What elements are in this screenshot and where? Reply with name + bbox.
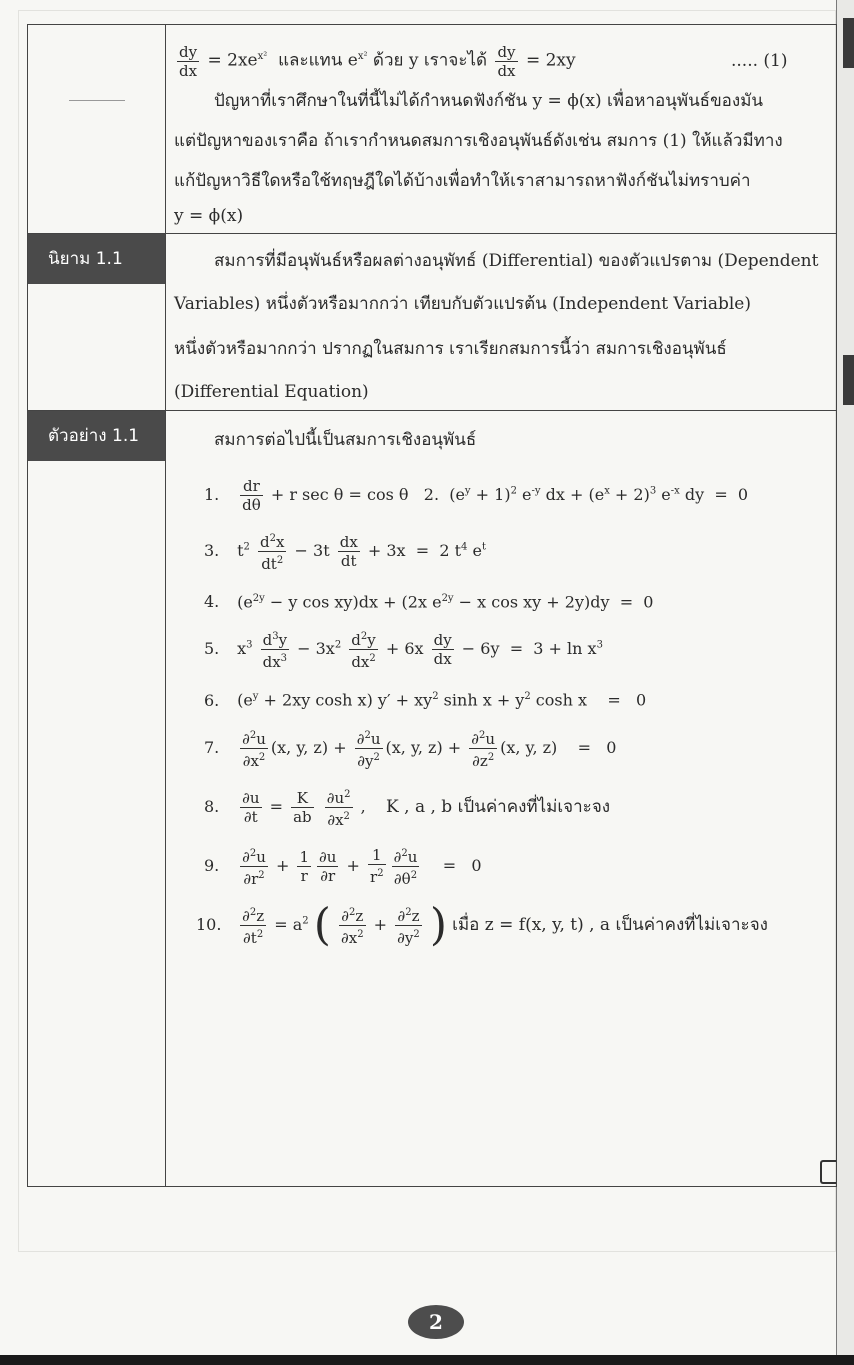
intro-left-cell bbox=[28, 25, 166, 234]
definition-line: สมการที่มีอนุพันธ์หรือผลต่างอนุพัทธ์ (Differential) ของตัวแปรตาม (Dependent bbox=[214, 251, 819, 271]
example-left-cell bbox=[28, 411, 166, 1187]
definition-line: Variables) หนึ่งตัวหรือมากกว่า เทียบกับตัวแปรต้น (Independent Variable) bbox=[174, 294, 751, 314]
example-intro: สมการต่อไปนี้เป็นสมการเชิงอนุพันธ์ bbox=[214, 430, 477, 450]
paragraph-line: แต่ปัญหาของเราคือ ถ้าเรากำหนดสมการเชิงอนุพันธ์ดังเช่น สมการ (1) ให้แล้วมีทาง bbox=[174, 130, 783, 151]
page-number: 2 bbox=[408, 1305, 464, 1339]
example-equation-7: 7. $\frac{\partial^2u}{\partial x^2}$ (x, y, z) + $\frac{\partial^2u}{\partial y^2}$ (x, y, z) + $\frac{\partial^2u}{\partial z^2}$ (x, y, z) = 0 bbox=[174, 719, 836, 778]
example-equation-1-2: 1. $\frac{dr}{d\theta}$ + r sec θ = cos θ 2. $(e^y + 1)^2$ $e^{-y}$ dx + $(e^x + 2)^3$ $e^{-x}$ dy = 0 bbox=[204, 477, 749, 514]
intro-right-cell bbox=[166, 25, 837, 234]
paragraph-line: ปัญหาที่เราศึกษาในที่นี้ไม่ได้กำหนดฟังก์ชัน y = ϕ(x) เพื่อหาอนุพันธ์ของมัน bbox=[214, 90, 764, 111]
content-table bbox=[27, 24, 837, 1187]
definition-label: นิยาม 1.1 bbox=[28, 234, 165, 284]
edge-tab bbox=[843, 355, 854, 405]
equation-1: $\frac{dy}{dx}$ = $2xe^{x^2}$ และแทน $e^{x^2}$ ด้วย y เราจะได้ $\frac{dy}{dx}$ = 2xy ..... (1) bbox=[179, 42, 788, 80]
dash-mark bbox=[69, 100, 125, 101]
example-equation-5: 5. $x^3$ $\frac{d^3y}{dx^3}$ − $3x^2$ $\frac{d^2y}{dx^2}$ + 6x $\frac{dy}{dx}$ − $6y = 3 + \ln x^3$ bbox=[174, 620, 836, 679]
definition-row bbox=[28, 234, 837, 411]
equation-tag: ..... (1) bbox=[731, 50, 788, 71]
definition-right-cell bbox=[166, 234, 837, 411]
example-equation-4: 4. ($e^{2y} - y$ cos xy)dx + (2x $e^{2y} - x$ cos xy + 2y)dy = 0 bbox=[204, 592, 654, 612]
fraction: $\frac{dy}{dx}$ bbox=[497, 42, 516, 80]
example-equation-6: 6. ($e^y + 2xy$ cosh x) $y' + xy^2$ $\sinh x + y^2$ cosh x = 0 bbox=[204, 690, 647, 710]
example-right-cell bbox=[166, 411, 837, 1187]
paragraph-line: แก้ปัญหาวิธีใดหรือใช้ทฤษฎีใดได้บ้างเพื่อทำให้เราสามารถหาฟังก์ชันไม่ทราบค่า bbox=[174, 170, 751, 191]
intro-row bbox=[28, 25, 837, 234]
fraction: $\frac{dy}{dx}$ bbox=[179, 42, 198, 80]
example-equation-10: 10. $\frac{\partial^2z}{\partial t^2}$ = $a^2$ ( $\frac{\partial^2z}{\partial x^2}$ + $\frac{\partial^2z}{\partial y^2}$ ) เมื่อ z = f(x, y, t) , a เป็นค่าคงที่ไม่เจาะจง bbox=[196, 899, 768, 951]
example-equation-9: 9. $\frac{\partial^2u}{\partial r^2}$ + $\frac{1}{r}$ $\frac{\partial u}{\partial r}$ + $\frac{1}{r^2}$ $\frac{\partial^2u}{\partial\theta^2}$ = 0 bbox=[204, 846, 482, 888]
definition-left-cell bbox=[28, 234, 166, 411]
page-edge bbox=[836, 0, 854, 1355]
paragraph-line: y = ϕ(x) bbox=[174, 205, 244, 226]
example-equation-8: 8. $\frac{\partial u}{\partial t}$ = $\frac{K}{ab}$ $\frac{\partial u^2}{\partial x^2}$ , K , a , b เป็นค่าคงที่ไม่เจาะจง bbox=[174, 778, 836, 837]
edge-tab bbox=[843, 18, 854, 68]
definition-line: หนึ่งตัวหรือมากกว่า ปรากฏในสมการ เราเรียกสมการนี้ว่า สมการเชิงอนุพันธ์ bbox=[174, 339, 727, 359]
scan-bottom-edge bbox=[0, 1355, 854, 1365]
example-label: ตัวอย่าง 1.1 bbox=[28, 411, 165, 461]
example-row bbox=[28, 411, 837, 1187]
example-equation-3: 3. $t^2$ $\frac{d^2x}{dt^2}$ − 3t $\frac{dx}{dt}$ + 3x = 2 $t^4$ $e^t$ bbox=[174, 522, 836, 581]
definition-line: (Differential Equation) bbox=[174, 382, 369, 402]
